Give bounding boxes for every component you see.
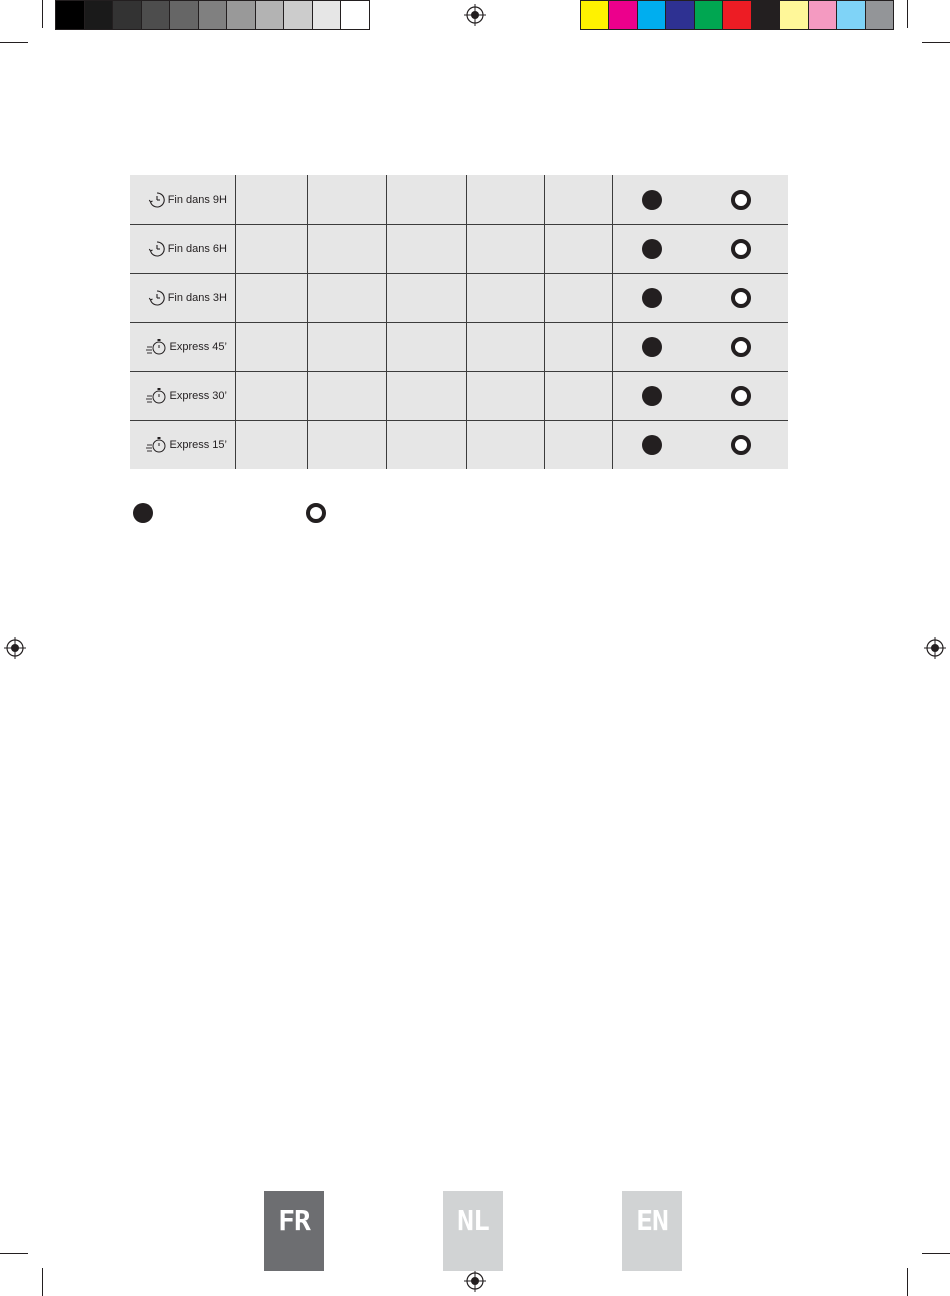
swatch <box>638 1 666 29</box>
swatch <box>256 1 285 29</box>
swatch <box>341 1 369 29</box>
row-label-text: Express 45’ <box>169 340 227 353</box>
swatch <box>866 1 893 29</box>
timer-delay-icon <box>148 240 166 258</box>
filled-dot-icon <box>642 190 662 210</box>
ring-dot-icon <box>731 386 751 406</box>
swatch <box>837 1 865 29</box>
row-label-express-15 <box>130 420 235 469</box>
swatch <box>780 1 808 29</box>
trim-mark <box>42 0 43 28</box>
swatch <box>313 1 342 29</box>
trim-mark <box>907 1268 908 1296</box>
swatch <box>199 1 228 29</box>
row-label-fin-9h <box>130 175 235 224</box>
timer-delay-icon <box>148 289 166 307</box>
express-stopwatch-icon <box>146 386 168 406</box>
filled-dot-icon <box>642 435 662 455</box>
swatch <box>85 1 114 29</box>
row-label-express-45 <box>130 322 235 371</box>
registration-mark-icon <box>464 1270 486 1292</box>
express-stopwatch-icon <box>146 435 168 455</box>
swatch <box>752 1 780 29</box>
swatch <box>581 1 609 29</box>
express-stopwatch-icon <box>146 337 168 357</box>
swatch <box>284 1 313 29</box>
registration-mark-icon <box>924 637 946 659</box>
trim-mark <box>0 1253 28 1254</box>
filled-dot-icon <box>642 239 662 259</box>
grayscale-calibration-bar <box>55 0 370 30</box>
swatch <box>170 1 199 29</box>
row-label-text: Fin dans 6H <box>167 242 227 255</box>
ring-dot-icon <box>731 239 751 259</box>
swatch <box>56 1 85 29</box>
ring-dot-icon <box>731 337 751 357</box>
swatch <box>227 1 256 29</box>
row-label-text: Express 30’ <box>169 389 227 402</box>
trim-mark <box>0 42 28 43</box>
program-table <box>130 175 788 469</box>
row-label-text: Express 15’ <box>169 438 227 451</box>
ring-dot-icon <box>731 435 751 455</box>
registration-mark-icon <box>4 637 26 659</box>
swatch <box>113 1 142 29</box>
timer-delay-icon <box>148 191 166 209</box>
swatch <box>609 1 637 29</box>
row-label-text: Fin dans 9H <box>167 193 227 206</box>
trim-mark <box>42 1268 43 1296</box>
row-label-express-30 <box>130 371 235 420</box>
trim-mark <box>922 1253 950 1254</box>
row-label-fin-3h <box>130 273 235 322</box>
swatch <box>723 1 751 29</box>
filled-dot-icon <box>642 288 662 308</box>
language-tab-fr[interactable]: FR <box>264 1191 324 1271</box>
legend-ring-dot-icon <box>306 503 326 523</box>
filled-dot-icon <box>642 386 662 406</box>
swatch <box>695 1 723 29</box>
language-tab-nl[interactable]: NL <box>443 1191 503 1271</box>
trim-mark <box>907 0 908 28</box>
legend-filled-dot-icon <box>133 503 153 523</box>
ring-dot-icon <box>731 288 751 308</box>
filled-dot-icon <box>642 337 662 357</box>
swatch <box>666 1 694 29</box>
swatch <box>142 1 171 29</box>
row-label-text: Fin dans 3H <box>167 291 227 304</box>
trim-mark <box>922 42 950 43</box>
ring-dot-icon <box>731 190 751 210</box>
registration-mark-icon <box>464 4 486 26</box>
language-tab-en[interactable]: EN <box>622 1191 682 1271</box>
swatch <box>809 1 837 29</box>
color-calibration-bar <box>580 0 894 30</box>
row-label-fin-6h <box>130 224 235 273</box>
